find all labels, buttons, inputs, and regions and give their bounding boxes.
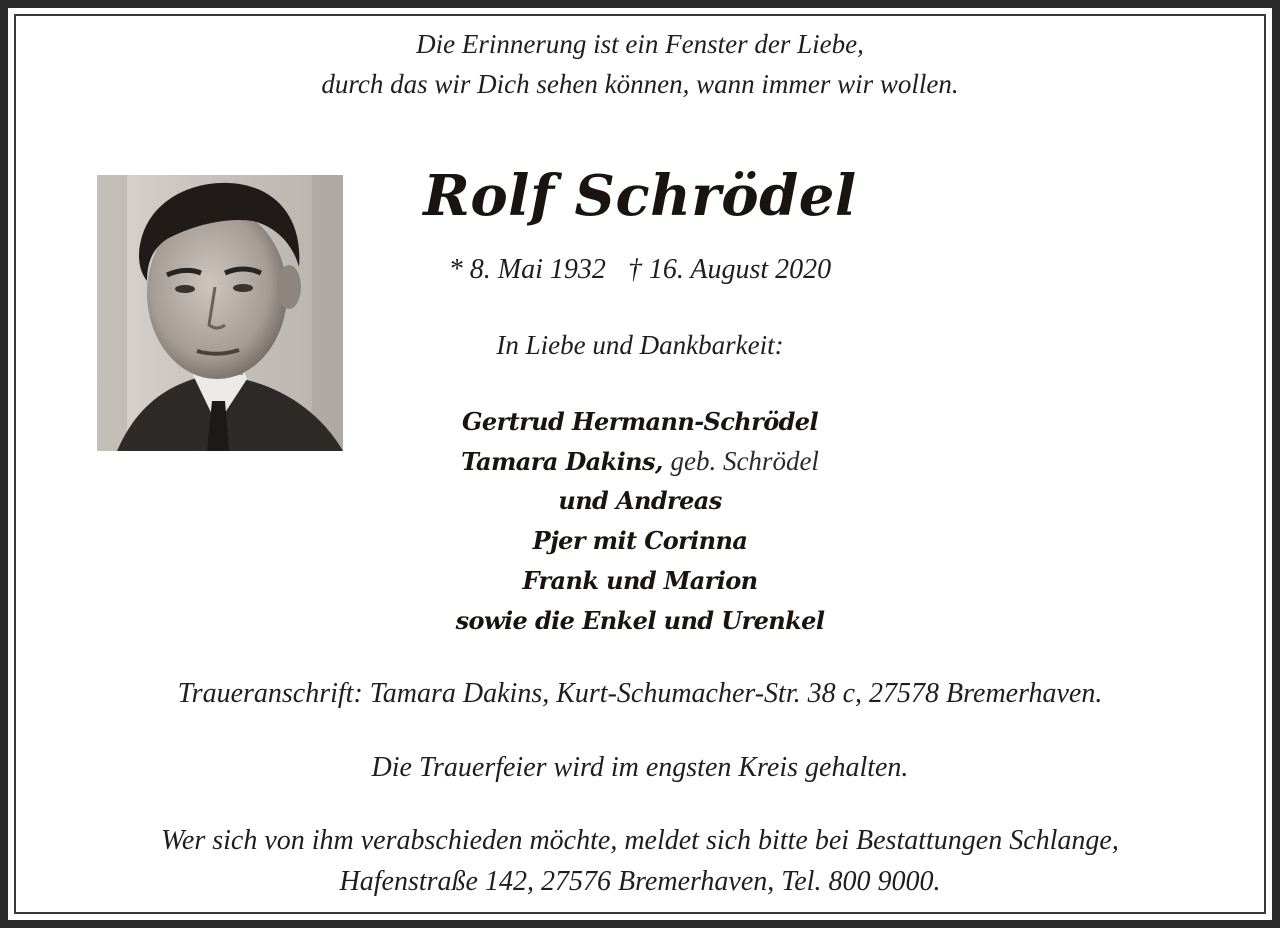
mourner-name: Gertrud Hermann-Schrödel: [462, 407, 818, 436]
obituary-card: [8, 8, 1272, 920]
mourner-line: [8, 606, 1272, 635]
mourning-address: Traueranschrift: Tamara Dakins, Kurt-Schumacher-Str. 38 c, 27578 Bremerhaven.: [177, 678, 1103, 709]
farewell-line-2: Hafenstraße 142, 27576 Bremerhaven, Tel. 800 9000.: [339, 866, 941, 897]
mourner-name: sowie die Enkel und Urenkel: [455, 606, 825, 635]
mourner-line: [8, 566, 1272, 595]
mourner-line: [8, 486, 1272, 515]
deceased-name: Rolf Schrödel: [423, 163, 857, 229]
mourner-name: Frank und Marion: [522, 566, 758, 595]
mourner-line: [8, 446, 1272, 477]
motto-line-2: durch das wir Dich sehen können, wann immer wir wollen.: [321, 69, 959, 99]
motto-line-1: Die Erinnerung ist ein Fenster der Liebe,: [416, 29, 864, 59]
mourner-line: [8, 407, 1272, 436]
mourner-name: Pjer mit Corinna: [532, 526, 748, 555]
ceremony-note: Die Trauerfeier wird im engsten Kreis gehalten.: [371, 752, 909, 783]
life-dates: [8, 254, 1272, 286]
dedication-text: In Liebe und Dankbarkeit:: [496, 330, 784, 360]
mourner-name: und Andreas: [558, 486, 722, 515]
mourner-suffix: geb. Schrödel: [670, 446, 819, 476]
birth-date: * 8. Mai 1932: [448, 254, 606, 285]
mourner-name: Tamara Dakins,: [461, 447, 663, 476]
farewell-line-1: Wer sich von ihm verabschieden möchte, meldet sich bitte bei Bestattungen Schlange,: [161, 825, 1119, 856]
death-date: † 16. August 2020: [627, 254, 832, 285]
mourner-line: [8, 526, 1272, 555]
